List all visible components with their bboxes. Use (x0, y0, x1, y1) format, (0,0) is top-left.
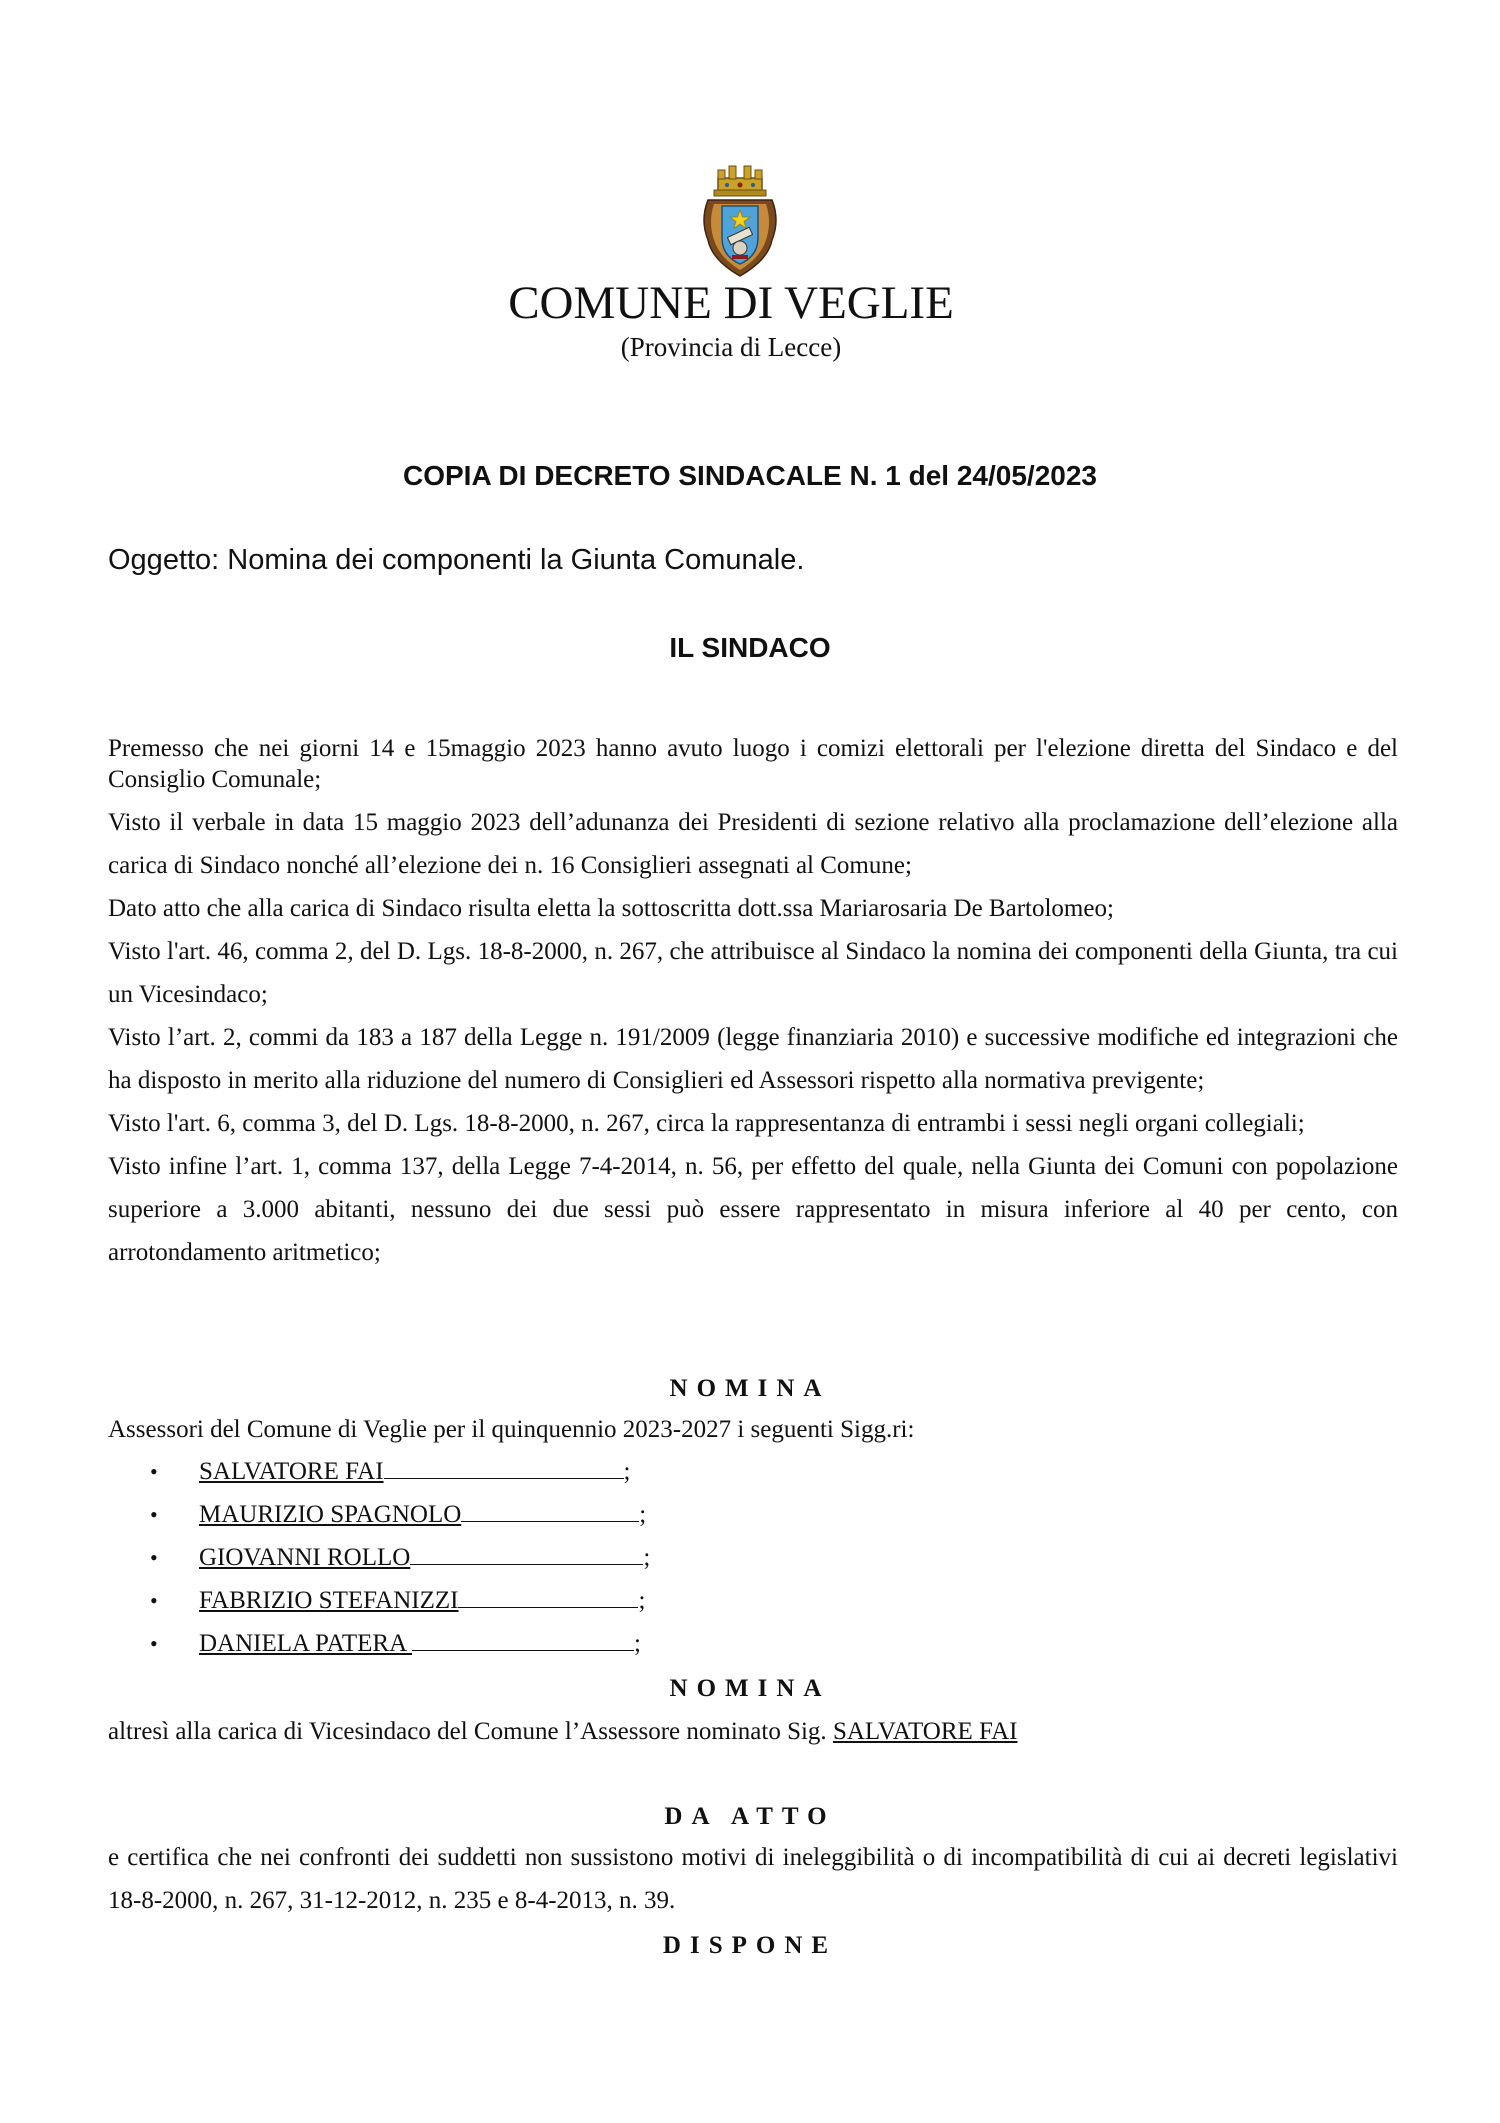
assessore-name: MAURIZIO SPAGNOLO (199, 1501, 462, 1528)
nomina-heading: NOMINA (669, 1675, 831, 1702)
bullet-icon: • (150, 1631, 158, 1656)
list-item (150, 1450, 650, 1493)
vicesindaco-text: altresì alla carica di Vicesindaco del Comune l’Assessore nominato Sig. (108, 1718, 833, 1745)
bullet-icon: • (150, 1459, 158, 1484)
premises-block (108, 801, 1398, 1274)
item-terminator: ; (623, 1458, 631, 1485)
item-terminator: ; (638, 1587, 646, 1614)
list-item (150, 1622, 650, 1665)
decree-title: COPIA DI DECRETO SINDACALE N. 1 del 24/05/2023 (403, 460, 1097, 491)
item-terminator: ; (634, 1630, 641, 1657)
item-terminator: ; (643, 1544, 651, 1571)
dispone-heading: DISPONE (662, 1932, 838, 1959)
list-item (150, 1579, 650, 1622)
assessore-name: FABRIZIO STEFANIZZI (199, 1587, 459, 1614)
premise-paragraph: Premesso che nei giorni 14 e 15maggio 2023 hanno avuto luogo i comizi elettorali per l'elezione diretta del Sindaco e del Consiglio Comunale; (108, 735, 1398, 793)
list-item (150, 1536, 650, 1579)
vicesindaco-name: SALVATORE FAI (832, 1718, 1018, 1745)
signature-line (458, 1583, 638, 1608)
premise-paragraph: Visto l'art. 46, comma 2, del D. Lgs. 18-8-2000, n. 267, che attribuisce al Sindaco la nomina dei componenti della Giunta, tra cui un Vicesindaco; (108, 938, 1398, 1008)
assessori-list (150, 1450, 650, 1665)
premise-paragraph: Dato atto che alla carica di Sindaco risulta eletta la sottoscritta dott.ssa Mariarosaria De Bartolomeo; (108, 895, 1114, 922)
signature-line (384, 1454, 624, 1479)
bullet-icon: • (150, 1545, 158, 1570)
assessore-name: SALVATORE FAI (199, 1458, 384, 1485)
bullet-icon: • (150, 1502, 158, 1527)
subject-line: Oggetto: Nomina dei componenti la Giunta Comunale. (108, 544, 805, 576)
nomina-heading: NOMINA (669, 1375, 831, 1402)
signature-line (461, 1497, 639, 1522)
signature-line (410, 1540, 643, 1565)
da-atto-text: e certifica che nei confronti dei suddetti non sussistono motivi di ineleggibilità o di incompatibilità di cui ai decreti legislativi 18-8-2000, n. 267, 31-12-2012, n. 235 e 8-4-2013, n. 39. (108, 1844, 1398, 1914)
municipal-coat-of-arms-icon (694, 160, 786, 280)
list-item (150, 1493, 650, 1536)
item-terminator: ; (639, 1501, 647, 1528)
premise-paragraph: Visto l'art. 6, comma 3, del D. Lgs. 18-8-2000, n. 267, circa la rappresentanza di entrambi i sessi negli organi collegiali; (108, 1110, 1305, 1137)
comune-name: COMUNE DI VEGLIE (508, 277, 954, 329)
premise-paragraph: Visto infine l’art. 1, comma 137, della Legge 7-4-2014, n. 56, per effetto del quale, nella Giunta dei Comuni con popolazione superiore a 3.000 abitanti, nessuno dei due sessi può essere rappresentato in misura inferiore al 40 per cento, con arrotondamento aritmetico; (108, 1153, 1398, 1266)
authority-heading: IL SINDACO (669, 632, 831, 663)
premise-paragraph: Visto il verbale in data 15 maggio 2023 dell’adunanza dei Presidenti di sezione relativo alla proclamazione dell’elezione alla carica di Sindaco nonché all’elezione dei n. 16 Consiglieri assegnati al Comune; (108, 809, 1398, 879)
premise-paragraph: Visto l’art. 2, commi da 183 a 187 della Legge n. 191/2009 (legge finanziaria 2010) e successive modifiche ed integrazioni che ha disposto in merito alla riduzione del numero di Consiglieri ed Assessori rispetto alla normativa previgente; (108, 1024, 1398, 1094)
signature-line (412, 1626, 634, 1651)
provincia-label: (Provincia di Lecce) (620, 332, 842, 362)
assessore-name: GIOVANNI ROLLO (199, 1544, 411, 1571)
assessore-name: DANIELA PATERA (199, 1630, 412, 1657)
nomina-intro: Assessori del Comune di Veglie per il quinquennio 2023-2027 i seguenti Sigg.ri: (108, 1416, 915, 1443)
bullet-icon: • (150, 1588, 158, 1613)
da-atto-heading: DA ATTO (664, 1803, 836, 1830)
vicesindaco-line (108, 1715, 1017, 1749)
